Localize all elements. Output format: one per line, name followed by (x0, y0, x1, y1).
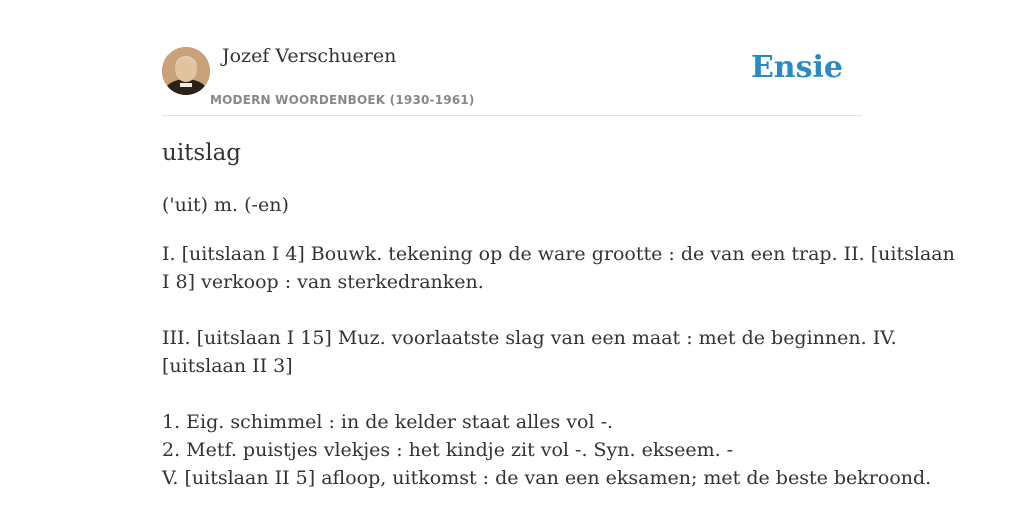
definition-line: I. [uitslaan I 4] Bouwk. tekening op de ware grootte : de van een trap. II. [uitslaan (162, 243, 955, 265)
definition-text (162, 240, 955, 492)
definition-line: 2. Metf. puistjes vlekjes : het kindje zit vol -. Syn. ekseem. - (162, 439, 734, 461)
definition-line: 1. Eig. schimmel : in de kelder staat alles vol -. (162, 411, 614, 433)
paragraph-gap (162, 296, 872, 324)
ensie-logo[interactable]: Ensie (750, 50, 843, 85)
definition-line: V. [uitslaan II 5] afloop, uitkomst : de van een eksamen; met de beste bekroond. (162, 467, 932, 489)
header (162, 0, 862, 116)
page-title: uitslag (162, 140, 242, 166)
author-name[interactable]: Jozef Verschueren (222, 45, 397, 67)
definition-line: I 8] verkoop : van sterkedranken. (162, 271, 484, 293)
author-avatar[interactable] (162, 47, 210, 95)
article (162, 0, 955, 489)
portrait-image (162, 47, 210, 95)
source-label[interactable]: MODERN WOORDENBOEK (1930-1961) (210, 93, 475, 107)
definition-line: III. [uitslaan I 15] Muz. voorlaatste slag van een maat : met de beginnen. IV. (162, 327, 897, 349)
grammar-info: ('uit) m. (-en) (162, 194, 289, 216)
definition-line: [uitslaan II 3] (162, 355, 293, 377)
paragraph-gap (162, 380, 872, 408)
